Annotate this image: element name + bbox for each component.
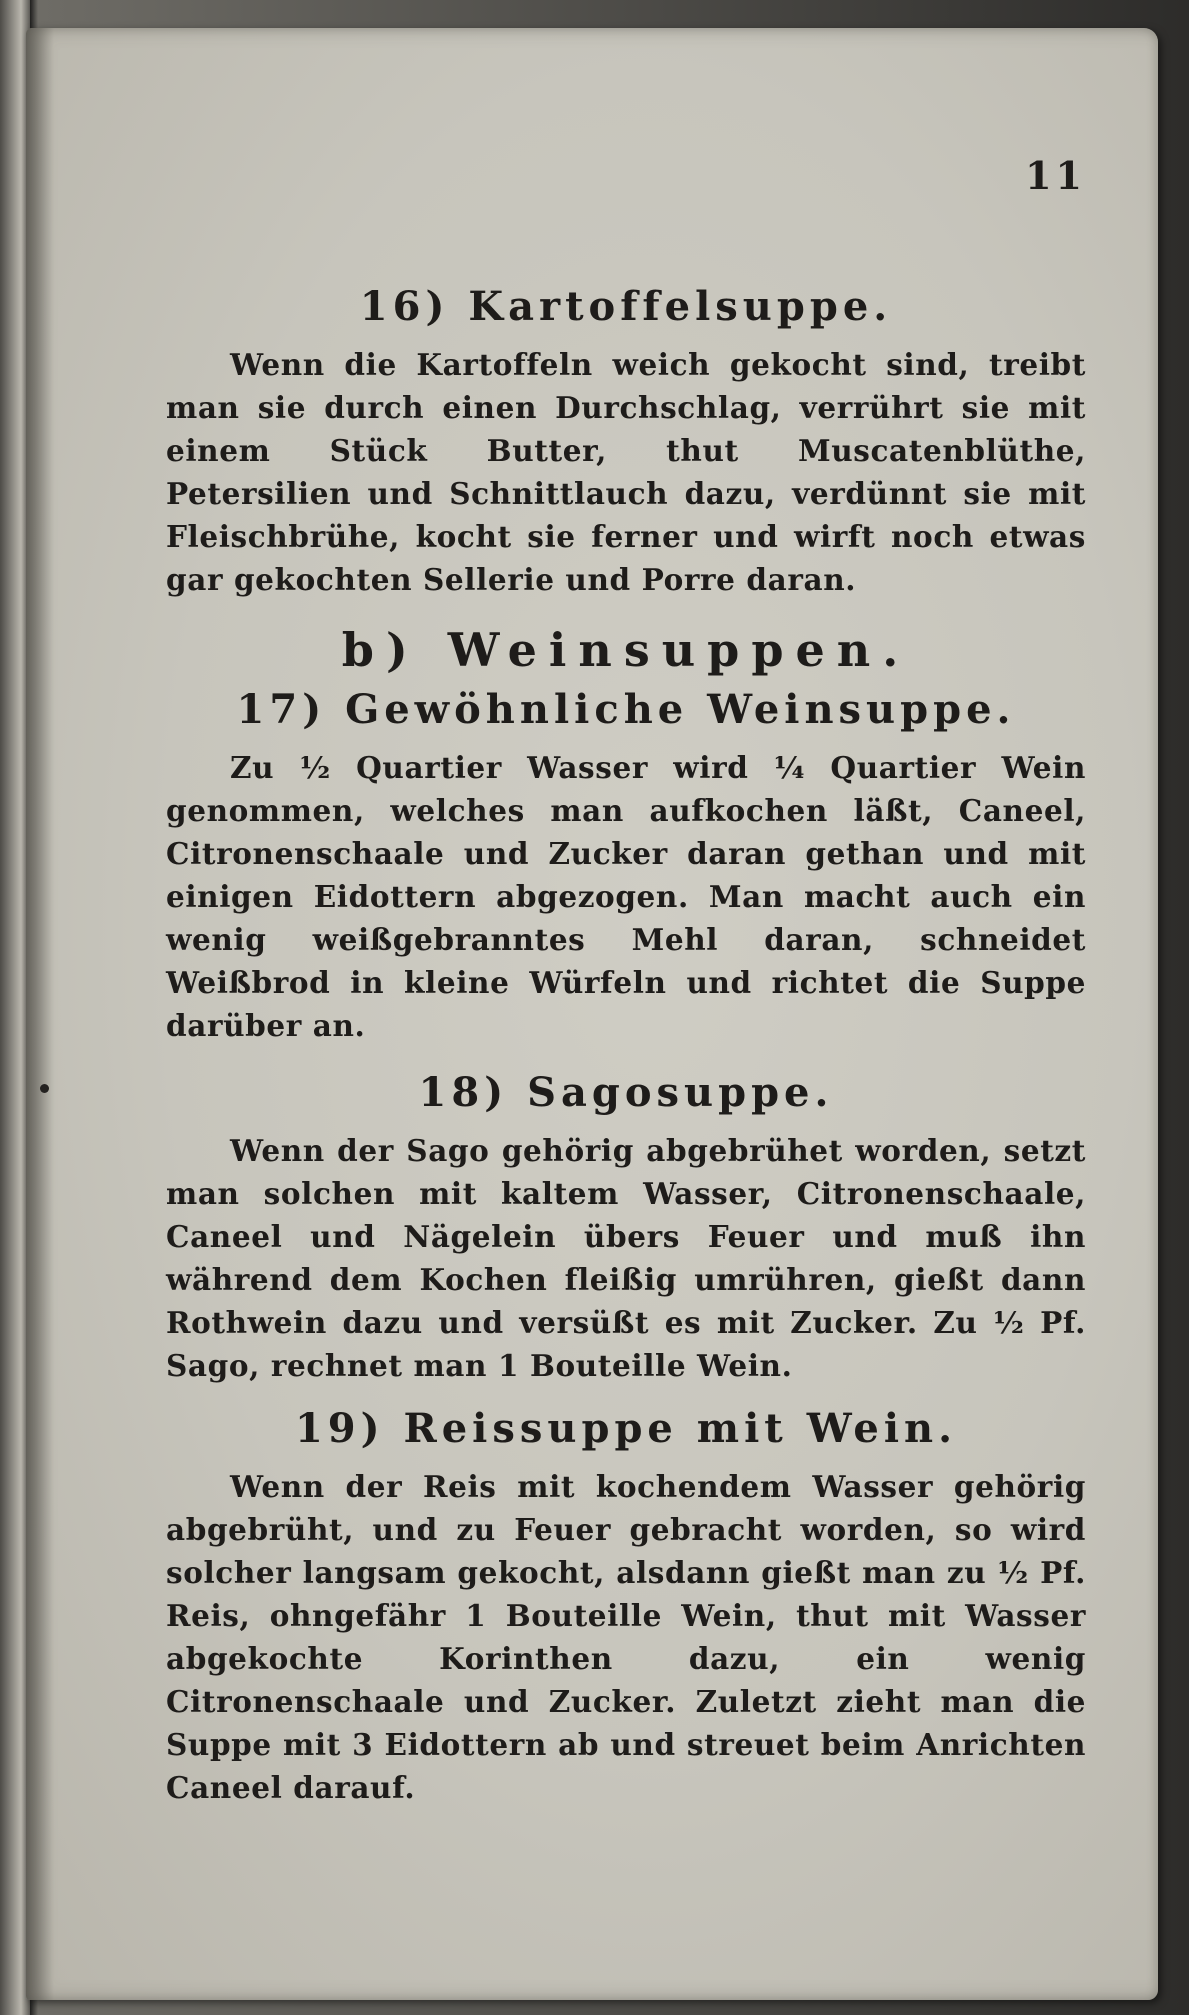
page-number: 11 xyxy=(1025,153,1086,198)
recipe-text-17: Zu ½ Quartier Wasser wird ¼ Quartier Wein genommen, welches man aufkochen läßt, Caneel, Citronenschaale und Zucker daran gethan und mit einigen Eidottern abgezogen. Man macht auch ein wenig weißgebranntes Mehl daran, schneidet Weißbrod in kleine Würfeln und richtet die Suppe darüber an. xyxy=(166,750,1086,1044)
recipe-title-16: 16) Kartoffelsuppe. xyxy=(359,283,893,330)
recipe-title-17: 17) Gewöhnliche Weinsuppe. xyxy=(236,686,1016,734)
recipe-title-19: 19) Reissuppe mit Wein. xyxy=(294,1405,958,1453)
recipe-text-16: Wenn die Kartoffeln weich gekocht sind, treibt man sie durch einen Durchschlag, verrührt sie mit einem Stück Butter, thut Muscatenblüthe, Petersilien und Schnittlauch dazu, verdünnt sie mit Fleischbrühe, kocht sie ferner und wirft noch etwas gar gekochten Sellerie und Porre daran. xyxy=(166,347,1086,597)
page-content xyxy=(166,148,1086,1809)
ink-speck xyxy=(40,1084,49,1093)
spine-shadow xyxy=(26,28,54,2000)
recipe-text-19: Wenn der Reis mit kochendem Wasser gehörig abgebrüht, und zu Feuer gebracht worden, so wird solcher langsam gekocht, alsdann gießt man zu ½ Pf. Reis, ohngefähr 1 Bouteille Wein, thut mit Wasser abgekochte Korinthen dazu, ein wenig Citronenschaale und Zucker. Zuletzt zieht man die Suppe mit 3 Eidottern ab und streuet beim Anrichten Caneel darauf. xyxy=(166,1469,1086,1806)
book-page xyxy=(26,28,1158,2000)
recipe-text-18: Wenn der Sago gehörig abgebrühet worden, setzt man solchen mit kaltem Wasser, Citronenschaale, Caneel und Nägelein übers Feuer und muß ihn während dem Kochen fleißig umrühren, gießt dann Rothwein dazu und versüßt es mit Zucker. Zu ½ Pf. Sago, rechnet man 1 Bouteille Wein. xyxy=(166,1133,1086,1384)
recipe-title-18: 18) Sagosuppe. xyxy=(418,1069,834,1117)
section-title-weinsuppen: b) Weinsuppen. xyxy=(341,623,911,677)
